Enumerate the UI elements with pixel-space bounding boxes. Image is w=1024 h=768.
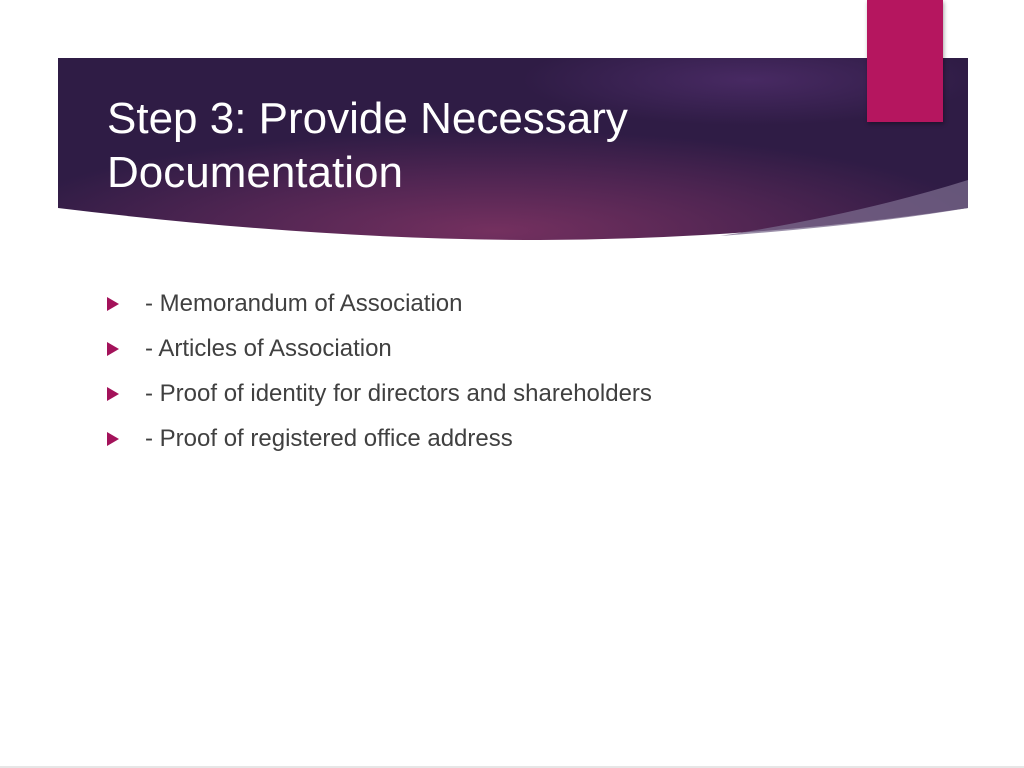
triangle-right-icon (107, 297, 119, 311)
bullet-item-office-address (107, 416, 652, 461)
accent-tab (867, 0, 943, 122)
bullet-text: - Articles of Association (145, 334, 392, 362)
bullet-text: - Proof of identity for directors and shareholders (145, 379, 652, 407)
bullet-item-identity-proof (107, 371, 652, 416)
slide-title-line-2: Documentation (107, 148, 403, 197)
bullet-item-memorandum (107, 281, 652, 326)
bullet-text: - Memorandum of Association (145, 289, 463, 317)
bullet-list (107, 281, 652, 461)
slide-title-line-1: Step 3: Provide Necessary (107, 94, 628, 143)
bullet-item-articles (107, 326, 652, 371)
slide-title (107, 92, 827, 200)
triangle-right-icon (107, 342, 119, 356)
bullet-text: - Proof of registered office address (145, 424, 513, 452)
triangle-right-icon (107, 387, 119, 401)
triangle-right-icon (107, 432, 119, 446)
